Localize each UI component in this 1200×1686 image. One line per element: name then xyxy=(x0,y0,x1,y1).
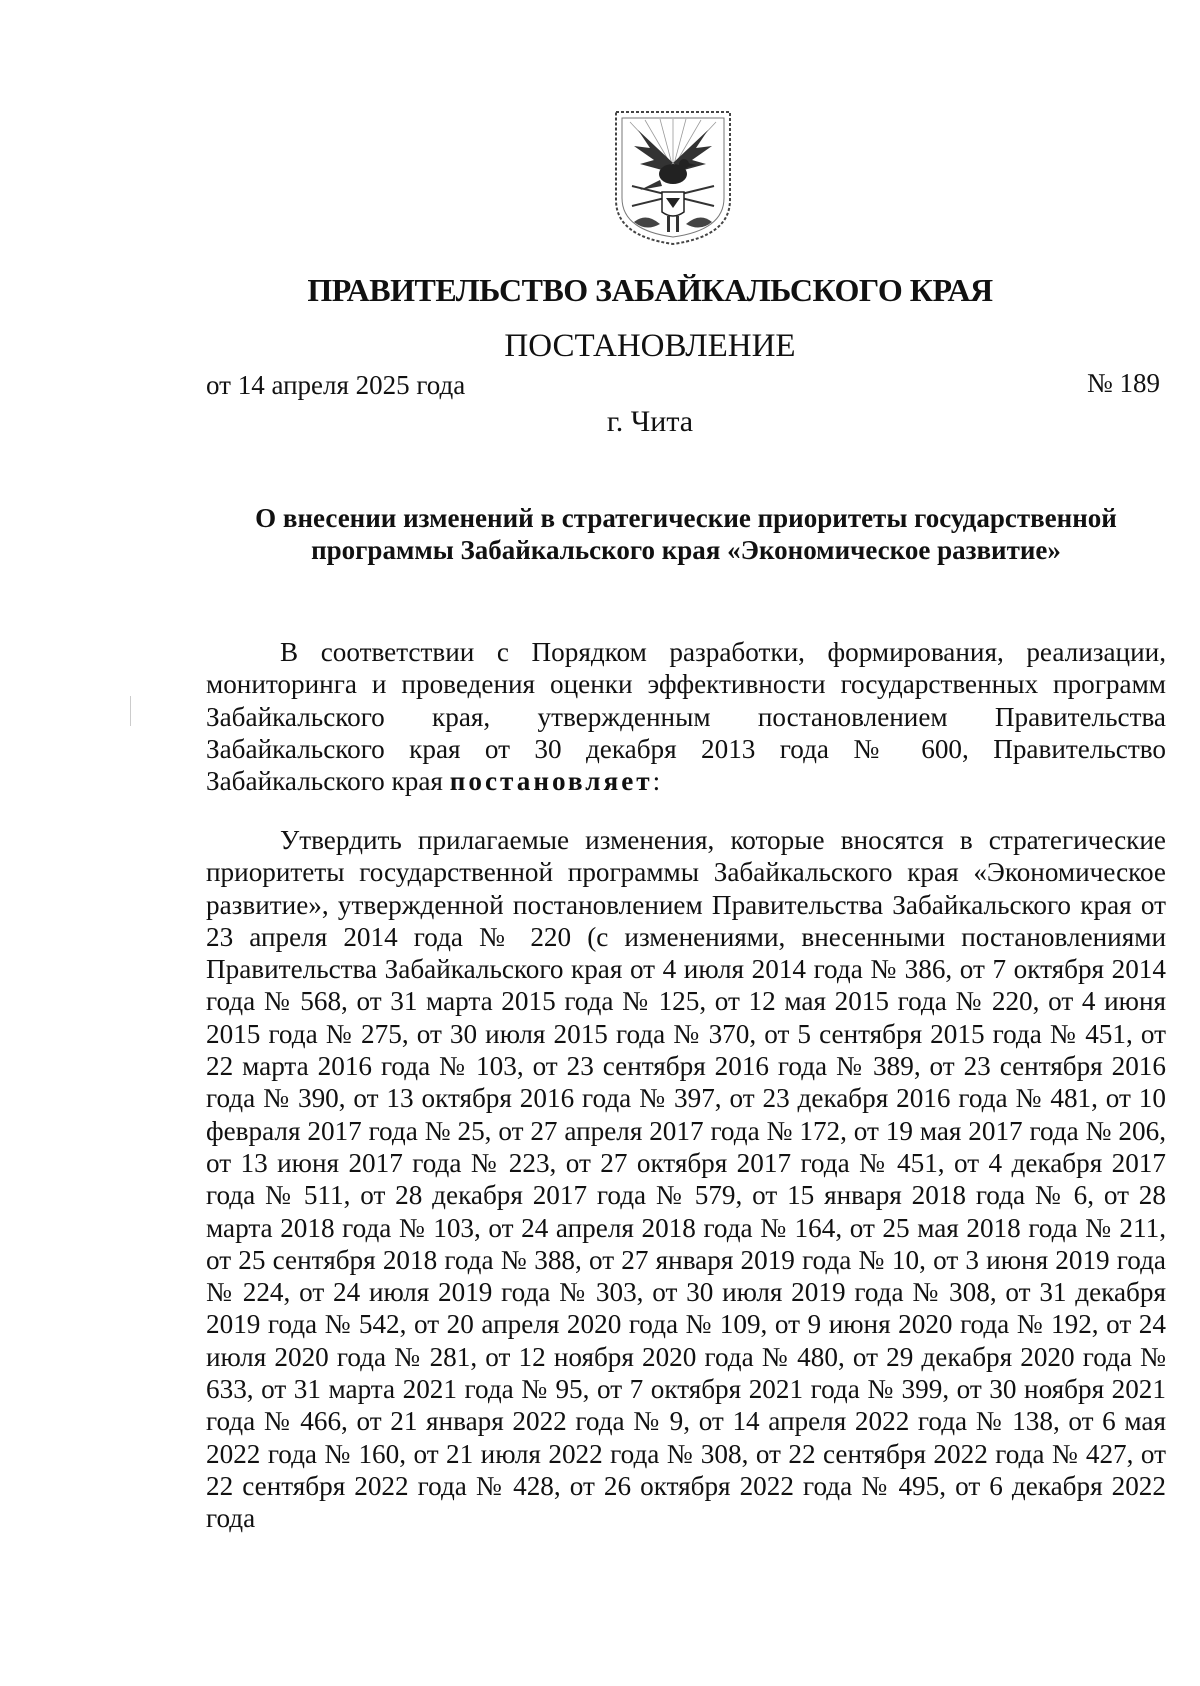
document-city: г. Чита xyxy=(606,405,694,438)
coat-of-arms-icon xyxy=(610,108,736,248)
document-type: ПОСТАНОВЛЕНИЕ xyxy=(504,328,796,364)
document-date: от 14 апреля 2025 года xyxy=(206,370,466,400)
document-subject: О внесении изменений в стратегические приоритеты государственной программы Забайкальского края «Экономическое развитие» xyxy=(255,503,1117,565)
document-number: № 189 xyxy=(1086,368,1160,398)
paragraph-resolution xyxy=(206,824,1166,1535)
resolution-text: Утвердить прилагаемые изменения, которые вносятся в стратегические приоритеты государственной программы Забайкальского края «Экономическое развитие», утвержденной постановлением Правительства Забайкальского края от 23 апреля 2014 года № 220 (с изменениями, внесенными постановлениями Правительства Забайкальского края от 4 июля 2014 года № 386, от 7 октября 2014 года № 568, от 31 марта 2015 года № 125, от 12 мая 2015 года № 220, от 4 июня 2015 года № 275, от 30 июля 2015 года № 370, от 5 сентября 2015 года № 451, от 22 марта 2016 года № 103, от 23 сентября 2016 года № 389, от 23 сентября 2016 года № 390, от 13 октября 2016 года № 397, от 23 декабря 2016 года № 481, от 10 февраля 2017 года № 25, от 27 апреля 2017 года № 172, от 19 мая 2017 года № 206, от 13 июня 2017 года № 223, от 27 октября 2017 года № 451, от 4 декабря 2017 года № 511, от 28 декабря 2017 года № 579, от 15 января 2018 года № 6, от 28 марта 2018 года № 103, от 24 апреля 2018 года № 164, от 25 мая 2018 года № 211, от 25 сентября 2018 года № 388, от 27 января 2019 года № 10, от 3 июня 2019 года № 224, от 24 июля 2019 года № 303, от 30 июля 2019 года № 308, от 31 декабря 2019 года № 542, от 20 апреля 2020 года № 109, от 9 июня 2020 года № 192, от 24 июля 2020 года № 281, от 12 ноября 2020 года № 480, от 29 декабря 2020 года № 633, от 31 марта 2021 года № 95, от 7 октября 2021 года № 399, от 30 ноября 2021 года № 466, от 21 января 2022 года № 9, от 14 апреля 2022 года № 138, от 6 мая 2022 года № 160, от 21 июля 2022 года № 308, от 22 сентября 2022 года № 427, от 22 сентября 2022 года № 428, от 26 октября 2022 года № 495, от 6 декабря 2022 года xyxy=(206,825,1166,1534)
resolution-keyword: постановляет xyxy=(449,766,653,797)
paragraph-preamble xyxy=(206,636,1166,797)
preamble-end: : xyxy=(652,766,661,797)
margin-mark xyxy=(130,696,131,726)
organization-title: ПРАВИТЕЛЬСТВО ЗАБАЙКАЛЬСКОГО КРАЯ xyxy=(307,272,993,308)
preamble-text: В соответствии с Порядком разработки, формирования, реализации, мониторинга и проведения оценки эффективности государственных программ Забайкальского края, утвержденным постановлением Правительства Забайкальского края от 30 декабря 2013 года № 600, Правительство Забайкальского края xyxy=(206,637,1166,797)
